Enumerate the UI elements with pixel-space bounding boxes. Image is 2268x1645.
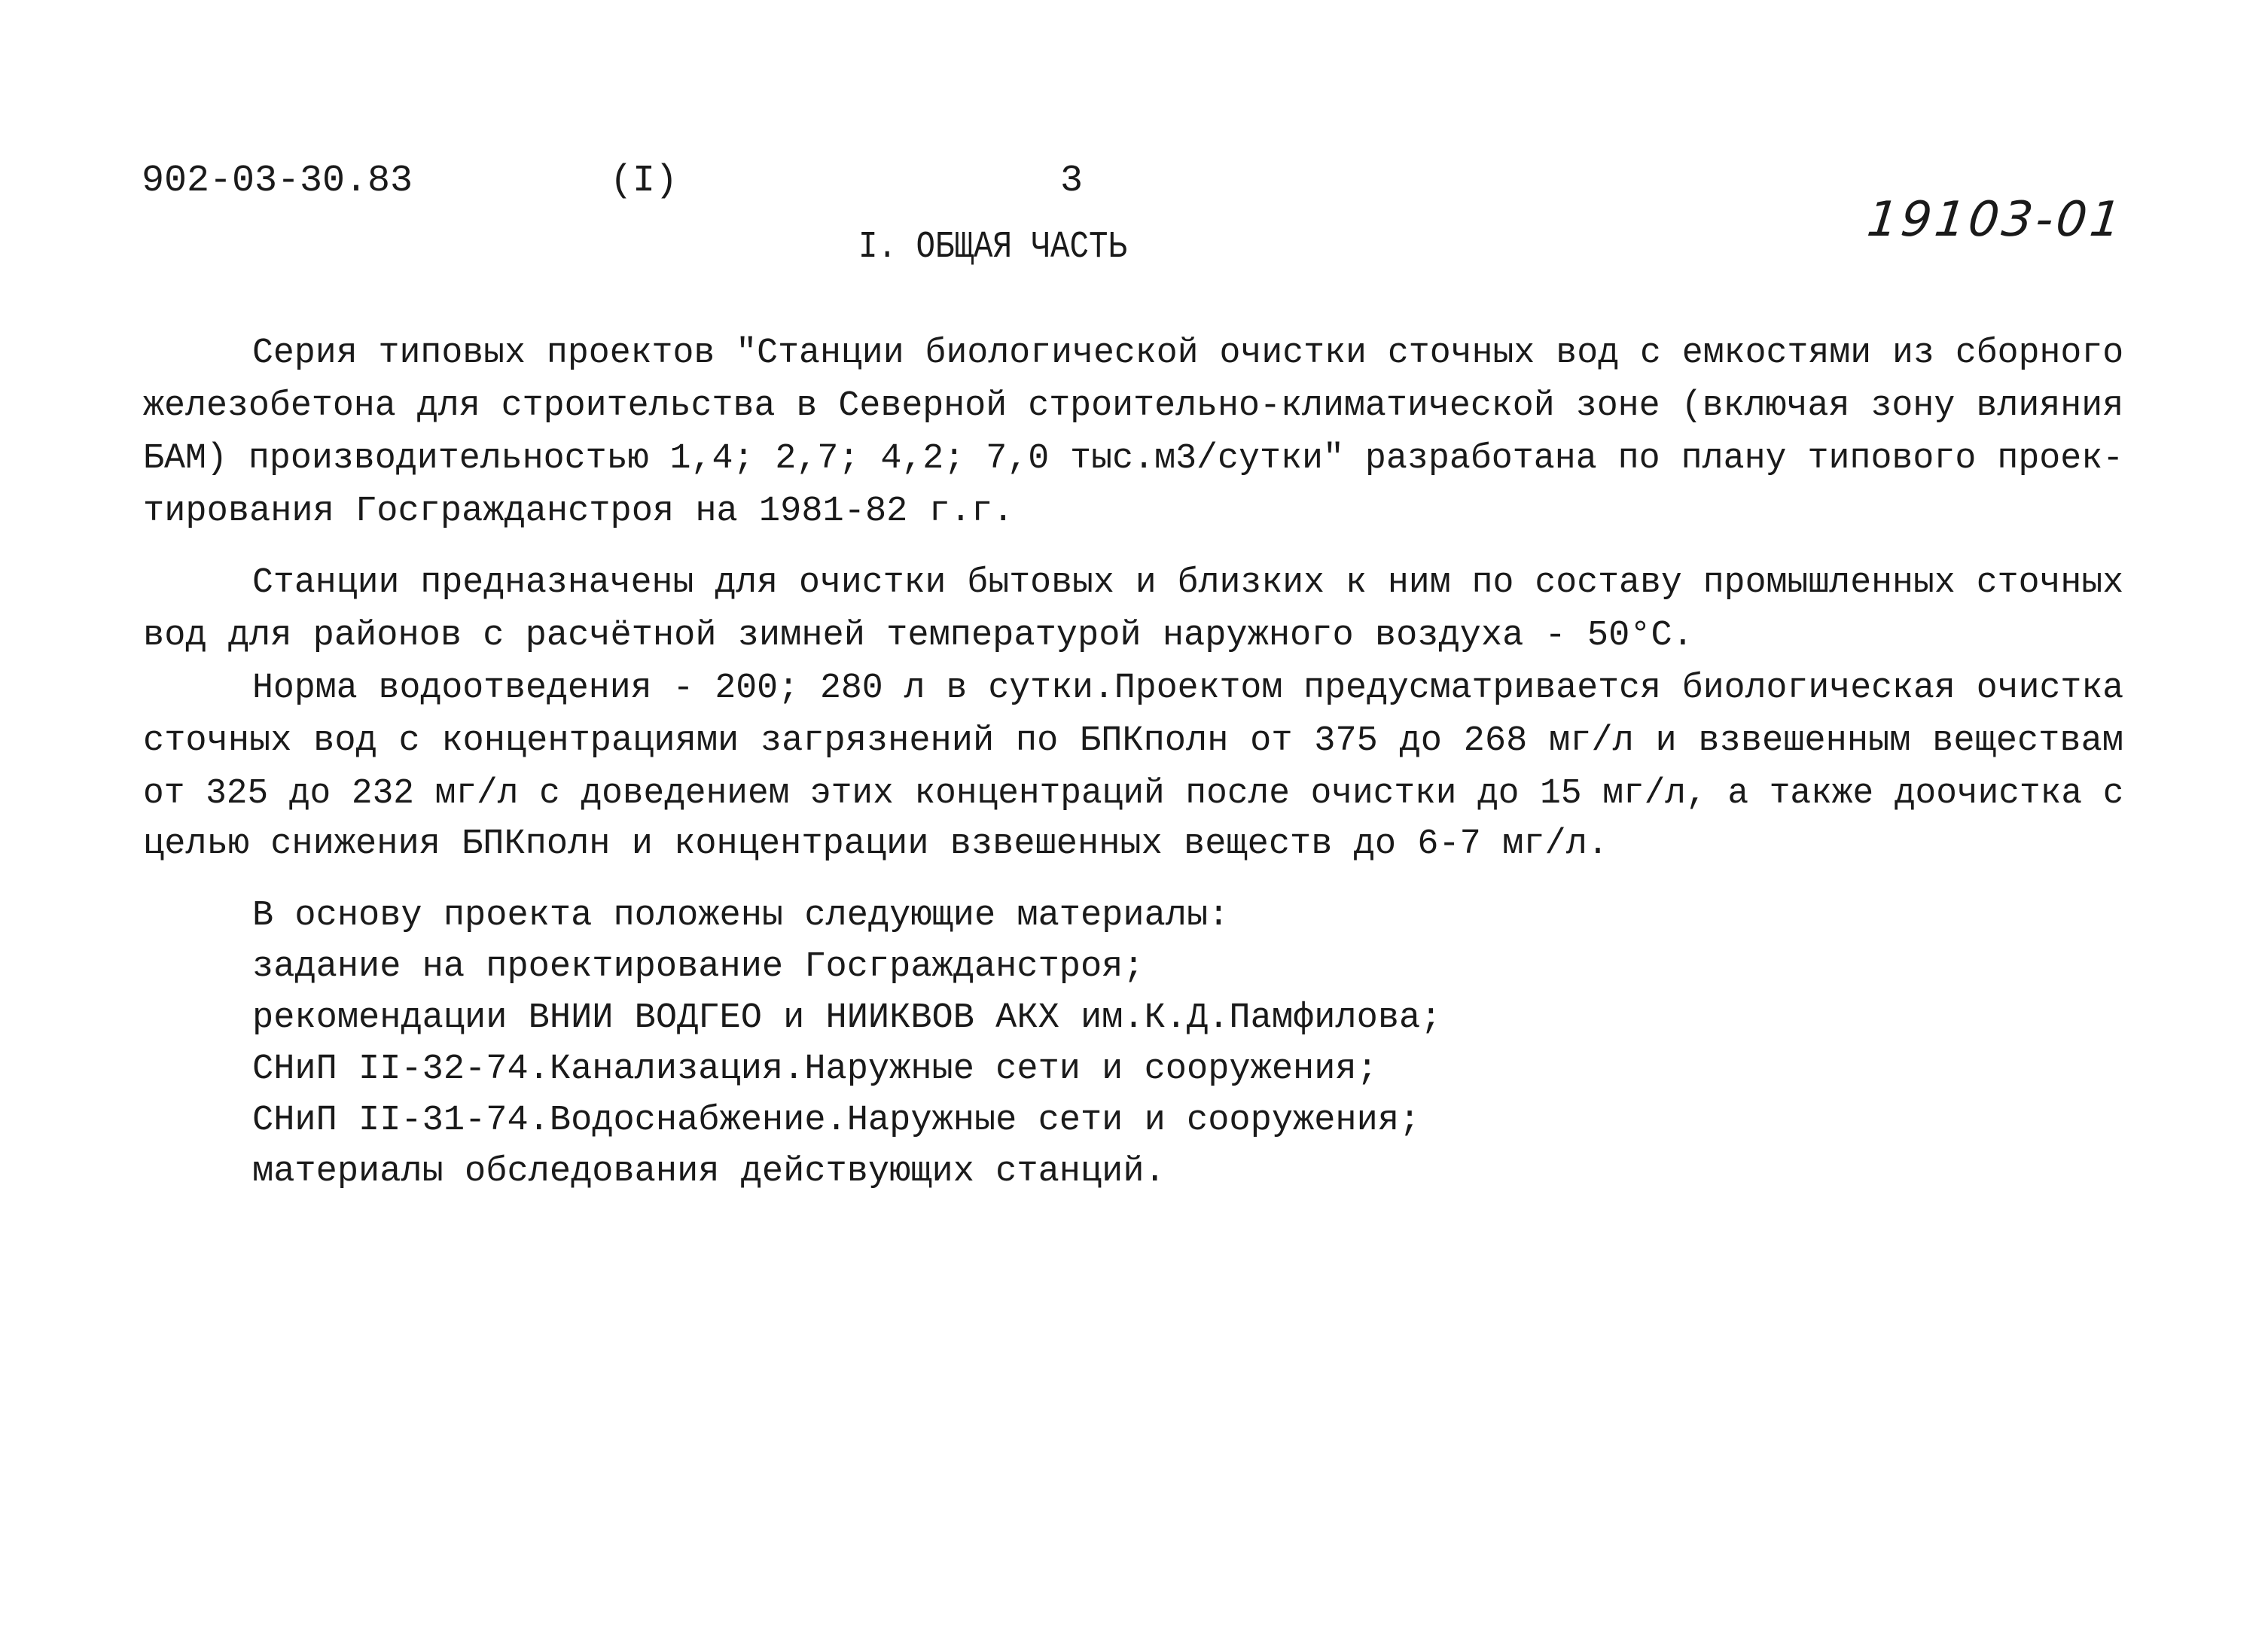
list-item: СНиП II-31-74.Водоснабжение.Наружные сети и сооружения; [252,1101,1421,1141]
document-code: 902-03-30.83 [142,160,413,203]
paragraph-line: целью снижения БПКполн и концентрации взвешенных веществ до 6-7 мг/л. [143,824,1609,864]
section-title: I. ОБЩАЯ ЧАСТЬ [858,226,1128,269]
paragraph-line: Норма водоотведения - 200; 280 л в сутки.Проектом предусматривается биологическая очистка [252,669,2124,708]
paragraph-line: БАМ) производительностью 1,4; 2,7; 4,2; 7,0 тыс.м3/сутки" разработана по плану типового проек- [143,439,2124,479]
part-number: (I) [610,160,678,203]
paragraph-line: вод для районов с расчётной зимней температурой наружного воздуха - 50°С. [143,616,1693,656]
list-item: материалы обследования действующих станций. [252,1152,1166,1192]
paragraph-line: от 325 до 232 мг/л с доведением этих концентраций после очистки до 15 мг/л, а также доочистка с [143,774,2124,814]
list-item: рекомендации ВНИИ ВОДГЕО и НИИКВОВ АКХ им.К.Д.Памфилова; [252,998,1442,1038]
list-item: СНиП II-32-74.Канализация.Наружные сети и сооружения; [252,1049,1378,1089]
materials-intro: В основу проекта положены следующие материалы: [252,896,1230,936]
page-number: 3 [1060,160,1084,203]
paragraph-line: тирования Госгражданстроя на 1981-82 г.г. [143,492,1014,532]
inventory-stamp: 19103-01 [1864,192,2127,248]
paragraph-line: Станции предназначены для очистки бытовых и близких к ним по составу промышленных сточных [252,563,2124,603]
list-item: задание на проектирование Госгражданстроя; [252,947,1145,987]
paragraph-line: железобетона для строительства в Северной строительно-климатической зоне (включая зону влияния [143,386,2124,426]
paragraph-line: сточных вод с концентрациями загрязнений по БПКполн от 375 до 268 мг/л и взвешенным веществам [143,721,2123,761]
paragraph-line: Серия типовых проектов "Станции биологической очистки сточных вод с емкостями из сборного [252,334,2124,373]
